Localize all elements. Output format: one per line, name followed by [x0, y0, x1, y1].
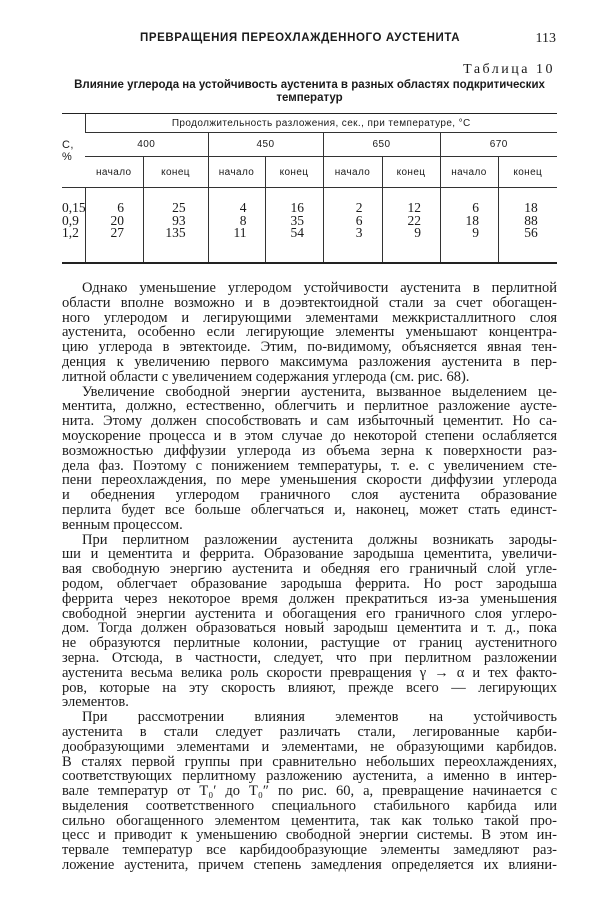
text-line: дела фаз. Поэтому с понижением температуры, т. е. с увеличением сте-: [62, 457, 557, 474]
text-line: возможностью диффузии углерода из объема зерна к поверхности раз-: [62, 442, 557, 459]
text-line: моускорение процесса и в этом случае до некоторой степени ослабляется: [62, 427, 557, 444]
table-cell: 27: [110, 225, 124, 240]
text-line: дообразующими элементами и элементами, не образующими карбидов.: [62, 738, 557, 755]
table-caption-line: температур: [276, 92, 343, 104]
carbon-value: 0,15: [62, 200, 86, 215]
text-line: Однако уменьшение углеродом устойчивости аустенита в перлитной: [82, 280, 557, 296]
value-column: [85, 188, 143, 263]
table-cell: 4: [239, 200, 247, 215]
value-column: [440, 188, 498, 263]
start-header: начало: [85, 157, 143, 188]
table-cell: 16: [290, 200, 304, 215]
text-line: ложение аустенита, причем степень замедления определяется их влияни-: [62, 857, 557, 874]
table-cell: 12: [407, 200, 421, 215]
text-line: ров, которые на эту скорость влияют, прежде всего — легирующих: [62, 679, 557, 696]
table-cell: 18: [465, 212, 479, 228]
table-cell: 56: [524, 225, 538, 240]
text-line: вая свободную энергию аустенита и обедняя его граничный слой угле-: [62, 561, 557, 578]
temperature-header: 670: [440, 133, 557, 157]
end-header: конец: [498, 157, 557, 188]
text-line: ного углеродом и легирующими элементами межкристаллитного слоя: [62, 309, 557, 326]
table-cell: 18: [524, 200, 538, 215]
text-line: Увеличение свободной энергии аустенита, вызванное выделением це-: [82, 383, 557, 400]
running-title: ПРЕВРАЩЕНИЯ ПЕРЕОХЛАЖДЕННОГО АУСТЕНИТА: [140, 32, 461, 44]
text-line: перлита будет все больше облегчаться и, наконец, может стать единст-: [62, 501, 557, 518]
carbon-column: [62, 188, 85, 263]
table-cell: 54: [290, 225, 304, 240]
text-line: нита. Этому должен способствовать и сам избыточный цементит. Но са-: [62, 413, 557, 430]
text-line: ши и цементита и феррита. Образование зародыша цементита, увеличи-: [62, 546, 557, 563]
text-line: области вполне возможно и в доэвтектоидной стали за счет обогащен-: [62, 294, 557, 311]
text-line: элементов.: [62, 694, 129, 711]
group-header: Продолжительность разложения, сек., при температуре, °C: [85, 114, 557, 133]
text-line: При перлитном разложении аустенита должны возникать зароды-: [82, 531, 557, 548]
table-number: Таблица 10: [463, 62, 555, 77]
table-cell: 88: [524, 212, 538, 228]
table-cell: 135: [165, 225, 186, 240]
text-line: зерна. Отсюда, в частности, следует, что при перлитном разложении: [62, 649, 557, 666]
page-number: 113: [535, 31, 556, 46]
temperature-header: 450: [208, 133, 323, 157]
end-header: конец: [382, 157, 440, 188]
table-cell: 6: [117, 200, 124, 215]
text-line: не образуются перлитные колонии, растущие от границ аустенитного: [62, 635, 557, 652]
table-cell: 8: [239, 212, 247, 228]
carbon-value: 0,9: [62, 212, 79, 228]
value-column: [208, 188, 265, 263]
text-line: ментита, должно, естественно, облегчить и перлитное разложение аусте-: [62, 398, 557, 415]
text-line: свободной энергии аустенита и обогащения его граничного слоя углеро-: [62, 605, 557, 622]
table-cell: 9: [472, 225, 479, 240]
text-line: и обеднения углеродом граничного слоя аустенита образование: [62, 487, 557, 504]
text-line: родом, облегчает образование зародыша феррита. Но рост зародыша: [62, 575, 557, 592]
body-text: [62, 281, 557, 873]
row-header: C, %: [62, 114, 85, 188]
text-line: денция к увеличению первого максимума разложения аустенита в пер-: [62, 353, 557, 370]
value-column: [323, 188, 382, 263]
value-column: [265, 188, 323, 263]
text-line: тервале температур все карбидообразующие элементы замедляют раз-: [62, 842, 557, 859]
text-line: выделения соответственного специального стабильного карбида или: [62, 797, 557, 814]
table-cell: 11: [233, 225, 247, 240]
text-line: вале температур от T₀′ до T₀″ по рис. 60, а, превращение начинается с: [62, 783, 557, 800]
data-table: [62, 113, 557, 264]
table-cell: 9: [414, 225, 421, 240]
table-cell: 20: [110, 212, 124, 228]
value-column: [143, 188, 208, 263]
text-line: В сталях первой группы при сравнительно небольших переохлаждениях,: [62, 753, 557, 770]
text-line: феррита через некоторое время должен прекратиться из-за уменьшения: [62, 590, 557, 607]
table-cell: 3: [355, 225, 363, 240]
text-line: аустенита в стали следует различать стали, легированные карби-: [62, 723, 557, 740]
text-line: цию углерода в эвтектоиде. Этим, по-видимому, объясняется явная тен-: [62, 339, 557, 356]
end-header: конец: [143, 157, 208, 188]
text-line: сильно обогащенного элементом цементита, так как только такой про-: [62, 812, 557, 829]
end-header: конец: [265, 157, 323, 188]
text-line: дом. Тогда должен образоваться новый зародыш цементита и т. д., пока: [62, 620, 557, 637]
start-header: начало: [208, 157, 265, 188]
table-cell: 6: [472, 200, 479, 215]
text-line: При рассмотрении влияния элементов на устойчивость: [82, 709, 557, 726]
table-cell: 22: [407, 212, 421, 228]
temperature-header: 400: [85, 133, 208, 157]
temperature-header: 650: [323, 133, 440, 157]
table-cell: 2: [355, 200, 363, 215]
start-header: начало: [323, 157, 382, 188]
text-line: литной области с увеличением содержания углерода (см. рис. 68).: [62, 368, 470, 385]
carbon-value: 1,2: [62, 225, 79, 240]
value-column: [382, 188, 440, 263]
table-cell: 35: [290, 212, 304, 228]
table-cell: 6: [355, 212, 363, 228]
start-header: начало: [440, 157, 498, 188]
text-line: венным процессом.: [62, 516, 183, 533]
value-column: [498, 188, 557, 263]
text-line: аустенита весьма велика роль скорости превращения γ → α и тех факто-: [62, 664, 557, 681]
table-cell: 93: [172, 212, 186, 228]
table-caption: [62, 79, 557, 105]
table-caption-line: Влияние углерода на устойчивость аустенита в разных областях подкритических: [74, 79, 545, 91]
table-cell: 25: [172, 200, 186, 215]
text-line: цесс и приводит к уменьшению свободной энергии системы. В этом ин-: [62, 827, 557, 844]
text-line: пени переохлаждения, по мере уменьшения скорости диффузии углерода: [62, 472, 557, 489]
text-line: соответствующих перлитному разложению аустенита, а именно в интер-: [62, 768, 557, 785]
text-line: аустенита, особенно если легирующие элементы уменьшают концентра-: [62, 324, 557, 341]
